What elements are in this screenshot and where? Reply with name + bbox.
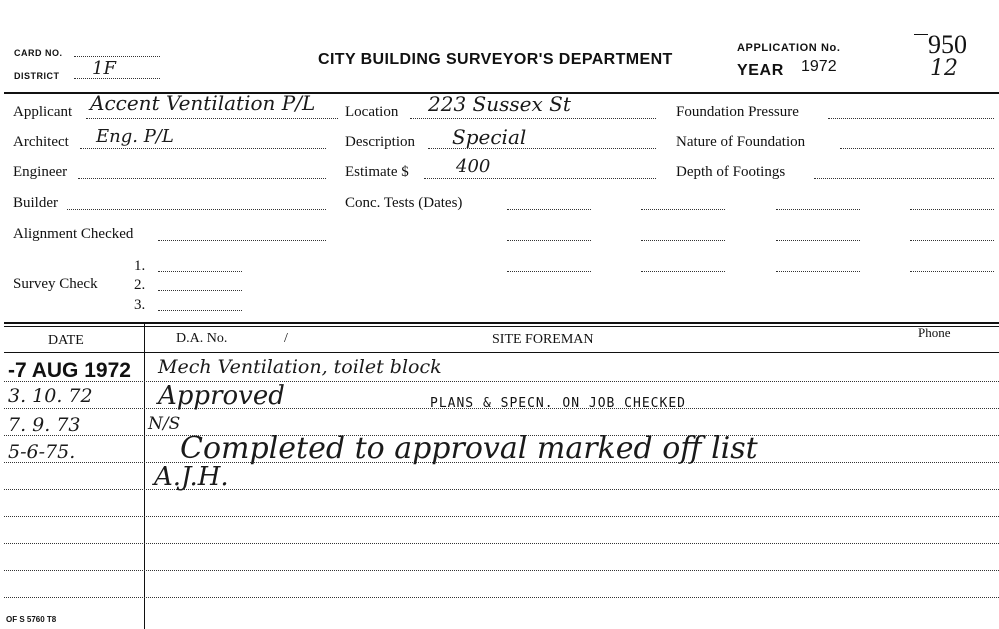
applicant-value: Accent Ventilation P/L xyxy=(90,91,316,115)
application-no-label: APPLICATION No. xyxy=(737,42,841,54)
conc-test-slot xyxy=(776,209,860,210)
card-no-line xyxy=(74,56,160,57)
log-row-line xyxy=(4,516,999,517)
estimate-label: Estimate $ xyxy=(345,164,409,180)
phone-header: Phone xyxy=(918,325,951,340)
log-row-line xyxy=(4,543,999,544)
application-number: 950 xyxy=(928,30,967,59)
conc-test-slot xyxy=(776,271,860,272)
conc-test-slot xyxy=(910,240,994,241)
conc-test-slot xyxy=(507,271,591,272)
log-row-line xyxy=(4,597,999,598)
conc-test-slot xyxy=(641,209,725,210)
application-suffix: 12 xyxy=(930,56,958,81)
builder-line xyxy=(67,209,326,210)
date-header: DATE xyxy=(48,333,84,348)
survey-check-1-line xyxy=(158,271,242,272)
applicant-label: Applicant xyxy=(13,104,73,120)
foundation-pressure-label: Foundation Pressure xyxy=(676,104,799,120)
nature-of-foundation-label: Nature of Foundation xyxy=(676,134,806,150)
card-no-label: CARD NO. xyxy=(14,48,63,58)
page-title: CITY BUILDING SURVEYOR'S DEPARTMENT xyxy=(318,51,673,68)
log-entry: A.J.H. xyxy=(154,462,229,492)
survey-check-3-line xyxy=(158,310,242,311)
log-entry: Mech Ventilation, toilet block xyxy=(158,356,442,378)
depth-of-footings-line xyxy=(814,178,994,179)
survey-check-2-line xyxy=(158,290,242,291)
estimate-value: 400 xyxy=(456,156,491,177)
survey-check-label: Survey Check xyxy=(13,276,98,292)
log-entry: Approved xyxy=(158,381,285,411)
foundation-pressure-line xyxy=(828,118,994,119)
form-code: OF S 5760 T8 xyxy=(6,615,57,624)
conc-test-slot xyxy=(507,209,591,210)
location-line xyxy=(410,118,656,119)
log-top-rule-inner xyxy=(4,326,999,327)
district-label: DISTRICT xyxy=(14,71,60,81)
engineer-line xyxy=(78,178,326,179)
log-date: -7 AUG 1972 xyxy=(8,359,131,382)
depth-of-footings-label: Depth of Footings xyxy=(676,164,786,180)
architect-value: Eng. P/L xyxy=(96,126,174,147)
log-entry: N/S xyxy=(148,414,181,434)
alignment-label: Alignment Checked xyxy=(13,226,134,242)
builder-label: Builder xyxy=(13,195,58,211)
architect-label: Architect xyxy=(13,134,69,150)
date-column-divider xyxy=(144,324,145,629)
log-date: 7. 9. 73 xyxy=(8,414,81,436)
architect-line xyxy=(80,148,326,149)
conc-test-slot xyxy=(507,240,591,241)
conc-test-slot xyxy=(641,271,725,272)
description-value: Special xyxy=(452,125,527,149)
conc-test-slot xyxy=(641,240,725,241)
district-value: 1F xyxy=(92,58,116,79)
district-line xyxy=(74,78,160,79)
survey-check-2: 2. xyxy=(134,277,146,293)
da-slash: / xyxy=(284,331,288,346)
location-label: Location xyxy=(345,104,399,120)
conc-test-slot xyxy=(910,271,994,272)
application-number-tick xyxy=(914,34,928,35)
description-label: Description xyxy=(345,134,415,150)
location-value: 223 Sussex St xyxy=(428,92,571,116)
applicant-line xyxy=(86,118,338,119)
site-foreman-header: SITE FOREMAN xyxy=(492,332,594,347)
nature-of-foundation-line xyxy=(840,148,994,149)
log-entry: Completed to approval marked off list xyxy=(180,431,758,466)
year-label: YEAR xyxy=(737,62,784,79)
alignment-line xyxy=(158,240,326,241)
log-date: 3. 10. 72 xyxy=(8,385,93,407)
inspection-stamp: PLANS & SPECN. ON JOB CHECKED xyxy=(430,396,686,411)
da-header: D.A. No. xyxy=(176,331,228,346)
engineer-label: Engineer xyxy=(13,164,68,180)
year-value: 1972 xyxy=(801,58,837,75)
log-top-rule xyxy=(4,322,999,324)
survey-check-1: 1. xyxy=(134,258,146,274)
conc-tests-label: Conc. Tests (Dates) xyxy=(345,195,463,211)
conc-test-slot xyxy=(776,240,860,241)
estimate-line xyxy=(424,178,656,179)
survey-check-3: 3. xyxy=(134,297,146,313)
conc-test-slot xyxy=(910,209,994,210)
log-row-line xyxy=(4,570,999,571)
log-date: 5-6-75. xyxy=(8,441,76,463)
log-header-rule xyxy=(4,352,999,353)
log-row-line xyxy=(4,381,999,382)
